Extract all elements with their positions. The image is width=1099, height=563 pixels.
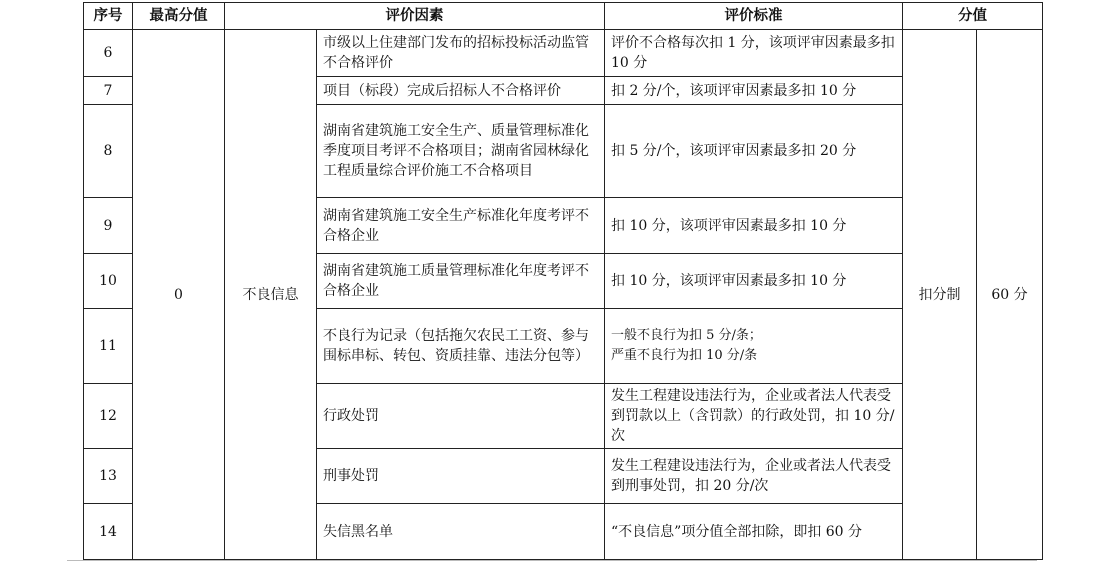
row-number: 6 <box>84 30 133 77</box>
factor-cell: 市级以上住建部门发布的招标投标活动监管不合格评价 <box>317 30 605 77</box>
factor-cell: 行政处罚 <box>317 384 605 449</box>
row-number: 8 <box>84 105 133 198</box>
header-seq: 序号 <box>84 3 133 30</box>
evaluation-table <box>83 2 1043 560</box>
factor-cell: 湖南省建筑施工安全生产、质量管理标准化季度项目考评不合格项目；湖南省园林绿化工程质量综合评价施工不合格项目 <box>317 105 605 198</box>
standard-cell: 发生工程建设违法行为，企业或者法人代表受到罚款以上（含罚款）的行政处罚，扣 10 分/次 <box>605 384 903 449</box>
table-row <box>84 30 1043 77</box>
factor-cell: 湖南省建筑施工质量管理标准化年度考评不合格企业 <box>317 254 605 309</box>
standard-cell: 扣 5 分/个，该项评审因素最多扣 20 分 <box>605 105 903 198</box>
standard-cell: 扣 2 分/个，该项评审因素最多扣 10 分 <box>605 77 903 105</box>
category-cell: 不良信息 <box>225 30 317 560</box>
factor-cell: 湖南省建筑施工安全生产标准化年度考评不合格企业 <box>317 198 605 254</box>
method-cell: 扣分制 <box>903 30 977 560</box>
header-row <box>84 3 1043 30</box>
factor-cell: 失信黑名单 <box>317 504 605 560</box>
standard-line-general: 一般不良行为扣 5 分/条； <box>611 328 762 343</box>
factor-cell: 项目（标段）完成后招标人不合格评价 <box>317 77 605 105</box>
standard-line-severe: 严重不良行为扣 10 分/条 <box>611 348 758 363</box>
header-standard: 评价标准 <box>605 3 903 30</box>
standard-cell: 扣 10 分，该项评审因素最多扣 10 分 <box>605 198 903 254</box>
standard-cell <box>605 309 903 384</box>
factor-cell: 刑事处罚 <box>317 449 605 504</box>
row-number: 12 <box>84 384 133 449</box>
row-number: 7 <box>84 77 133 105</box>
header-factor: 评价因素 <box>225 3 605 30</box>
standard-cell: 发生工程建设违法行为，企业或者法人代表受到刑事处罚，扣 20 分/次 <box>605 449 903 504</box>
max-score-cell: 0 <box>133 30 225 560</box>
row-number: 10 <box>84 254 133 309</box>
header-score: 分值 <box>903 3 1043 30</box>
standard-cell: 评价不合格每次扣 1 分，该项评审因素最多扣 10 分 <box>605 30 903 77</box>
page-edge-line <box>67 560 1037 561</box>
header-max-score: 最高分值 <box>133 3 225 30</box>
factor-cell: 不良行为记录（包括拖欠农民工工资、参与围标串标、转包、资质挂靠、违法分包等） <box>317 309 605 384</box>
row-number: 9 <box>84 198 133 254</box>
standard-cell: “不良信息”项分值全部扣除，即扣 60 分 <box>605 504 903 560</box>
standard-cell: 扣 10 分，该项评审因素最多扣 10 分 <box>605 254 903 309</box>
score-cell: 60 分 <box>977 30 1043 560</box>
row-number: 13 <box>84 449 133 504</box>
row-number: 14 <box>84 504 133 560</box>
row-number: 11 <box>84 309 133 384</box>
